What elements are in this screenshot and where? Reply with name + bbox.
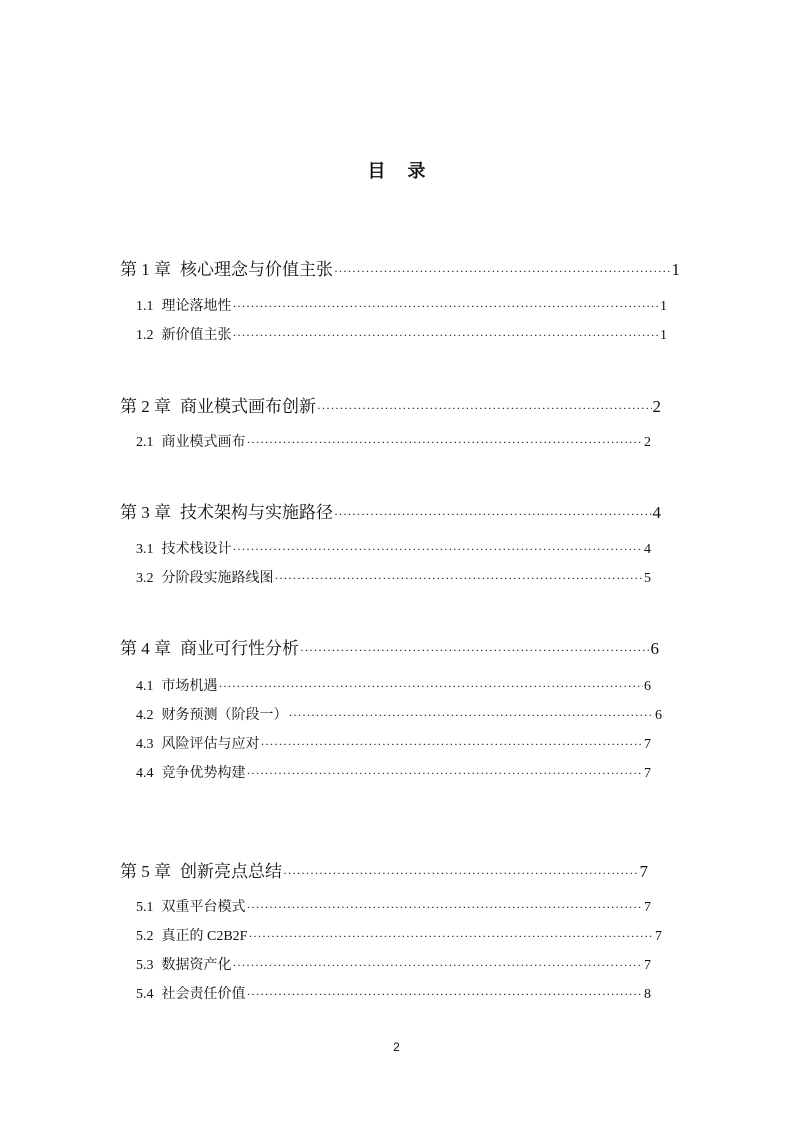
entry-title: 商业模式画布创新 (180, 397, 316, 416)
entry-title: 双重平台模式 (161, 900, 246, 915)
dot-leader (261, 737, 644, 752)
toc-section-entry[interactable] (136, 567, 651, 587)
entry-number: 第 4 章 (120, 639, 171, 658)
dot-leader (289, 708, 655, 723)
entry-title: 竞争优势构建 (161, 766, 246, 781)
dot-leader (233, 958, 644, 973)
entry-page-number: 2 (644, 435, 651, 450)
dot-leader (247, 900, 644, 915)
toc-chapter-entry[interactable] (120, 634, 659, 659)
toc-section-entry[interactable] (136, 431, 651, 451)
entry-number: 第 1 章 (120, 260, 171, 279)
toc-section-entry[interactable] (136, 538, 651, 558)
entry-page-number: 7 (639, 862, 648, 881)
entry-title: 商业可行性分析 (180, 639, 299, 658)
entry-title: 理论落地性 (161, 299, 232, 314)
entry-number: 4.2 (136, 708, 154, 723)
entry-title: 社会责任价值 (161, 987, 246, 1002)
entry-number: 第 3 章 (120, 503, 171, 522)
toc-section-entry[interactable] (136, 704, 662, 724)
page-number: 2 (393, 1040, 400, 1054)
entry-number: 1.1 (136, 299, 154, 314)
entry-page-number: 7 (655, 929, 662, 944)
dot-leader (317, 401, 652, 416)
entry-number: 4.1 (136, 679, 154, 694)
entry-title: 新价值主张 (161, 328, 232, 343)
dot-leader (283, 866, 639, 881)
toc-section-entry[interactable] (136, 733, 651, 753)
toc-chapter-entry[interactable] (120, 498, 661, 523)
entry-title: 商业模式画布 (161, 435, 246, 450)
toc-section-entry[interactable] (136, 954, 651, 974)
entry-title: 分阶段实施路线图 (161, 571, 274, 586)
entry-page-number: 1 (660, 328, 667, 343)
toc-title (0, 157, 793, 183)
entry-title: 真正的 C2B2F (161, 929, 248, 944)
entry-title: 财务预测（阶段一） (161, 708, 288, 723)
toc-section-entry[interactable] (136, 983, 651, 1003)
entry-number: 5.2 (136, 929, 154, 944)
dot-leader (233, 299, 660, 314)
entry-page-number: 1 (671, 260, 680, 279)
entry-page-number: 6 (650, 639, 659, 658)
entry-number: 5.4 (136, 987, 154, 1002)
dot-leader (219, 679, 644, 694)
dot-leader (233, 542, 644, 557)
entry-number: 4.3 (136, 737, 154, 752)
toc-section-entry[interactable] (136, 324, 667, 344)
entry-page-number: 7 (644, 958, 651, 973)
entry-title: 市场机遇 (161, 679, 218, 694)
entry-title: 数据资产化 (161, 958, 232, 973)
entry-title: 技术栈设计 (161, 542, 232, 557)
dot-leader (334, 264, 671, 279)
entry-page-number: 6 (655, 708, 662, 723)
entry-number: 1.2 (136, 328, 154, 343)
entry-page-number: 1 (660, 299, 667, 314)
entry-number: 3.1 (136, 542, 154, 557)
toc-chapter-entry[interactable] (120, 255, 680, 280)
entry-title: 风险评估与应对 (161, 737, 260, 752)
entry-page-number: 4 (652, 503, 661, 522)
toc-title-char-1: 目 (367, 161, 386, 182)
dot-leader (247, 766, 644, 781)
dot-leader (275, 571, 644, 586)
entry-number: 5.1 (136, 900, 154, 915)
toc-chapter-entry[interactable] (120, 392, 661, 417)
entry-number: 5.3 (136, 958, 154, 973)
toc-section-entry[interactable] (136, 896, 651, 916)
entry-number: 3.2 (136, 571, 154, 586)
entry-page-number: 4 (644, 542, 651, 557)
dot-leader (334, 507, 652, 522)
entry-number: 第 5 章 (120, 862, 171, 881)
entry-page-number: 7 (644, 737, 651, 752)
entry-page-number: 2 (652, 397, 661, 416)
entry-title: 核心理念与价值主张 (180, 260, 333, 279)
entry-number: 2.1 (136, 435, 154, 450)
dot-leader (247, 987, 644, 1002)
toc-title-char-2: 录 (407, 161, 426, 182)
toc-section-entry[interactable] (136, 295, 667, 315)
toc-chapter-entry[interactable] (120, 857, 648, 882)
dot-leader (300, 643, 650, 658)
entry-number: 4.4 (136, 766, 154, 781)
entry-page-number: 7 (644, 900, 651, 915)
dot-leader (248, 929, 654, 944)
toc-section-entry[interactable] (136, 925, 662, 945)
entry-title: 技术架构与实施路径 (180, 503, 333, 522)
entry-number: 第 2 章 (120, 397, 171, 416)
entry-title: 创新亮点总结 (180, 862, 282, 881)
entry-page-number: 7 (644, 766, 651, 781)
toc-section-entry[interactable] (136, 675, 651, 695)
dot-leader (233, 328, 660, 343)
entry-page-number: 8 (644, 987, 651, 1002)
entry-page-number: 5 (644, 571, 651, 586)
dot-leader (247, 435, 644, 450)
entry-page-number: 6 (644, 679, 651, 694)
toc-section-entry[interactable] (136, 762, 651, 782)
